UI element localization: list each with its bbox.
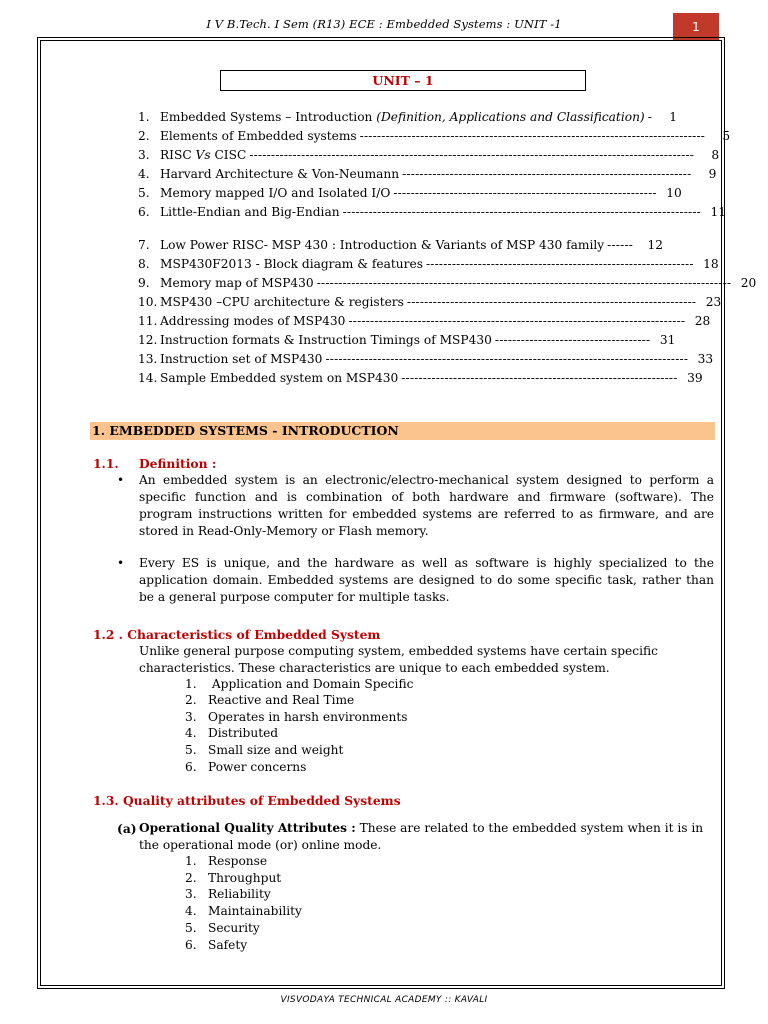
list-item: 4. Distributed [185, 726, 279, 740]
list-item: 1. Response [185, 854, 268, 868]
list-item: 2. Throughput [185, 871, 282, 885]
toc-group-2 [138, 236, 757, 388]
toc-entry[interactable]: 8. MSP430F2013 - Block diagram & features -------------------------------------------------------------- 18 [138, 257, 719, 271]
uniqueness-paragraph: Every ES is unique, and the hardware as well as software is highly specialized to the application domain. Embedded systems are designed to do some specific task, rather than be a general purpose computer for multiple tasks. [139, 556, 714, 604]
list-item: 6. Power concerns [185, 760, 307, 774]
list-item: 5. Security [185, 921, 260, 935]
list-item: 1. Application and Domain Specific [185, 677, 414, 691]
toc-entry[interactable]: 1. Embedded Systems – Introduction (Definition, Applications and Classification) - 1 [138, 110, 678, 124]
subsection-title: Definition : [139, 456, 217, 471]
bullet-icon: • [117, 556, 125, 570]
list-item: 5. Small size and weight [185, 743, 344, 757]
list-item: 4. Maintainability [185, 904, 302, 918]
page-number-badge: 1 [673, 13, 719, 41]
toc-entry[interactable]: 7. Low Power RISC- MSP 430 : Introduction & Variants of MSP 430 family ------ 12 [138, 238, 663, 252]
unit-title: UNIT – 1 [220, 70, 586, 91]
running-header: I V B.Tech. I Sem (R13) ECE : Embedded Systems : UNIT -1 [206, 17, 562, 31]
toc-entry[interactable]: 14. Sample Embedded system on MSP430 ---------------------------------------------------------------- 39 [138, 371, 703, 385]
toc-entry[interactable]: 2. Elements of Embedded systems -------------------------------------------------------------------------------- 5 [138, 129, 731, 143]
toc-entry[interactable]: 13. Instruction set of MSP430 ------------------------------------------------------------------------------------ 33 [138, 352, 714, 366]
subsection-title: 1.2 . Characteristics of Embedded System [93, 627, 381, 642]
list-item: 2. Reactive and Real Time [185, 693, 355, 707]
list-item: 3. Operates in harsh environments [185, 710, 408, 724]
definition-paragraph: An embedded system is an electronic/electro-mechanical system designed to perform a specific function and is combination of both hardware and firmware (software). The program instructions written for embedded systems are referred to as firmware, and are stored in Read-Only-Memory or Flash memory. [139, 473, 714, 538]
toc-entry[interactable]: 9. Memory map of MSP430 ------------------------------------------------------------------------------------------------ 20 [138, 276, 757, 290]
operational-attributes-paragraph: Operational Quality Attributes : These are related to the embedded system when it is in the operational mode (or) online mode. [139, 821, 704, 852]
bullet-icon: • [117, 473, 125, 487]
toc-entry[interactable]: 12. Instruction formats & Instruction Timings of MSP430 ------------------------------------ 31 [138, 333, 676, 347]
toc-entry[interactable]: 4. Harvard Architecture & Von-Neumann ------------------------------------------------------------------- 9 [138, 167, 717, 181]
toc-group-1 [138, 108, 731, 222]
toc-entry[interactable]: 5. Memory mapped I/O and Isolated I/O ------------------------------------------------------------- 10 [138, 186, 682, 200]
toc-entry[interactable]: 6. Little-Endian and Big-Endian ----------------------------------------------------------------------------------- 11 [138, 205, 726, 219]
toc-entry[interactable]: 11. Addressing modes of MSP430 ------------------------------------------------------------------------------ 28 [138, 314, 711, 328]
list-item: 6. Safety [185, 938, 248, 952]
page-footer: VISVODAYA TECHNICAL ACADEMY :: KAVALI [280, 995, 488, 1005]
subsection-number: 1.1. [93, 456, 119, 471]
subsection-title: 1.3. Quality attributes of Embedded Systems [93, 793, 401, 808]
characteristics-intro: Unlike general purpose computing system, embedded systems have certain specific characteristics. These characteristics are unique to each embedded system. [139, 644, 658, 675]
item-label: (a) [117, 821, 137, 836]
list-item: 3. Reliability [185, 887, 271, 901]
section-heading: 1. EMBEDDED SYSTEMS - INTRODUCTION [90, 422, 715, 440]
toc-entry[interactable]: 10. MSP430 –CPU architecture & registers ------------------------------------------------------------------- 23 [138, 295, 722, 309]
toc-entry[interactable]: 3. RISC Vs CISC ------------------------------------------------------------------------------------------------------- 8 [138, 148, 720, 162]
